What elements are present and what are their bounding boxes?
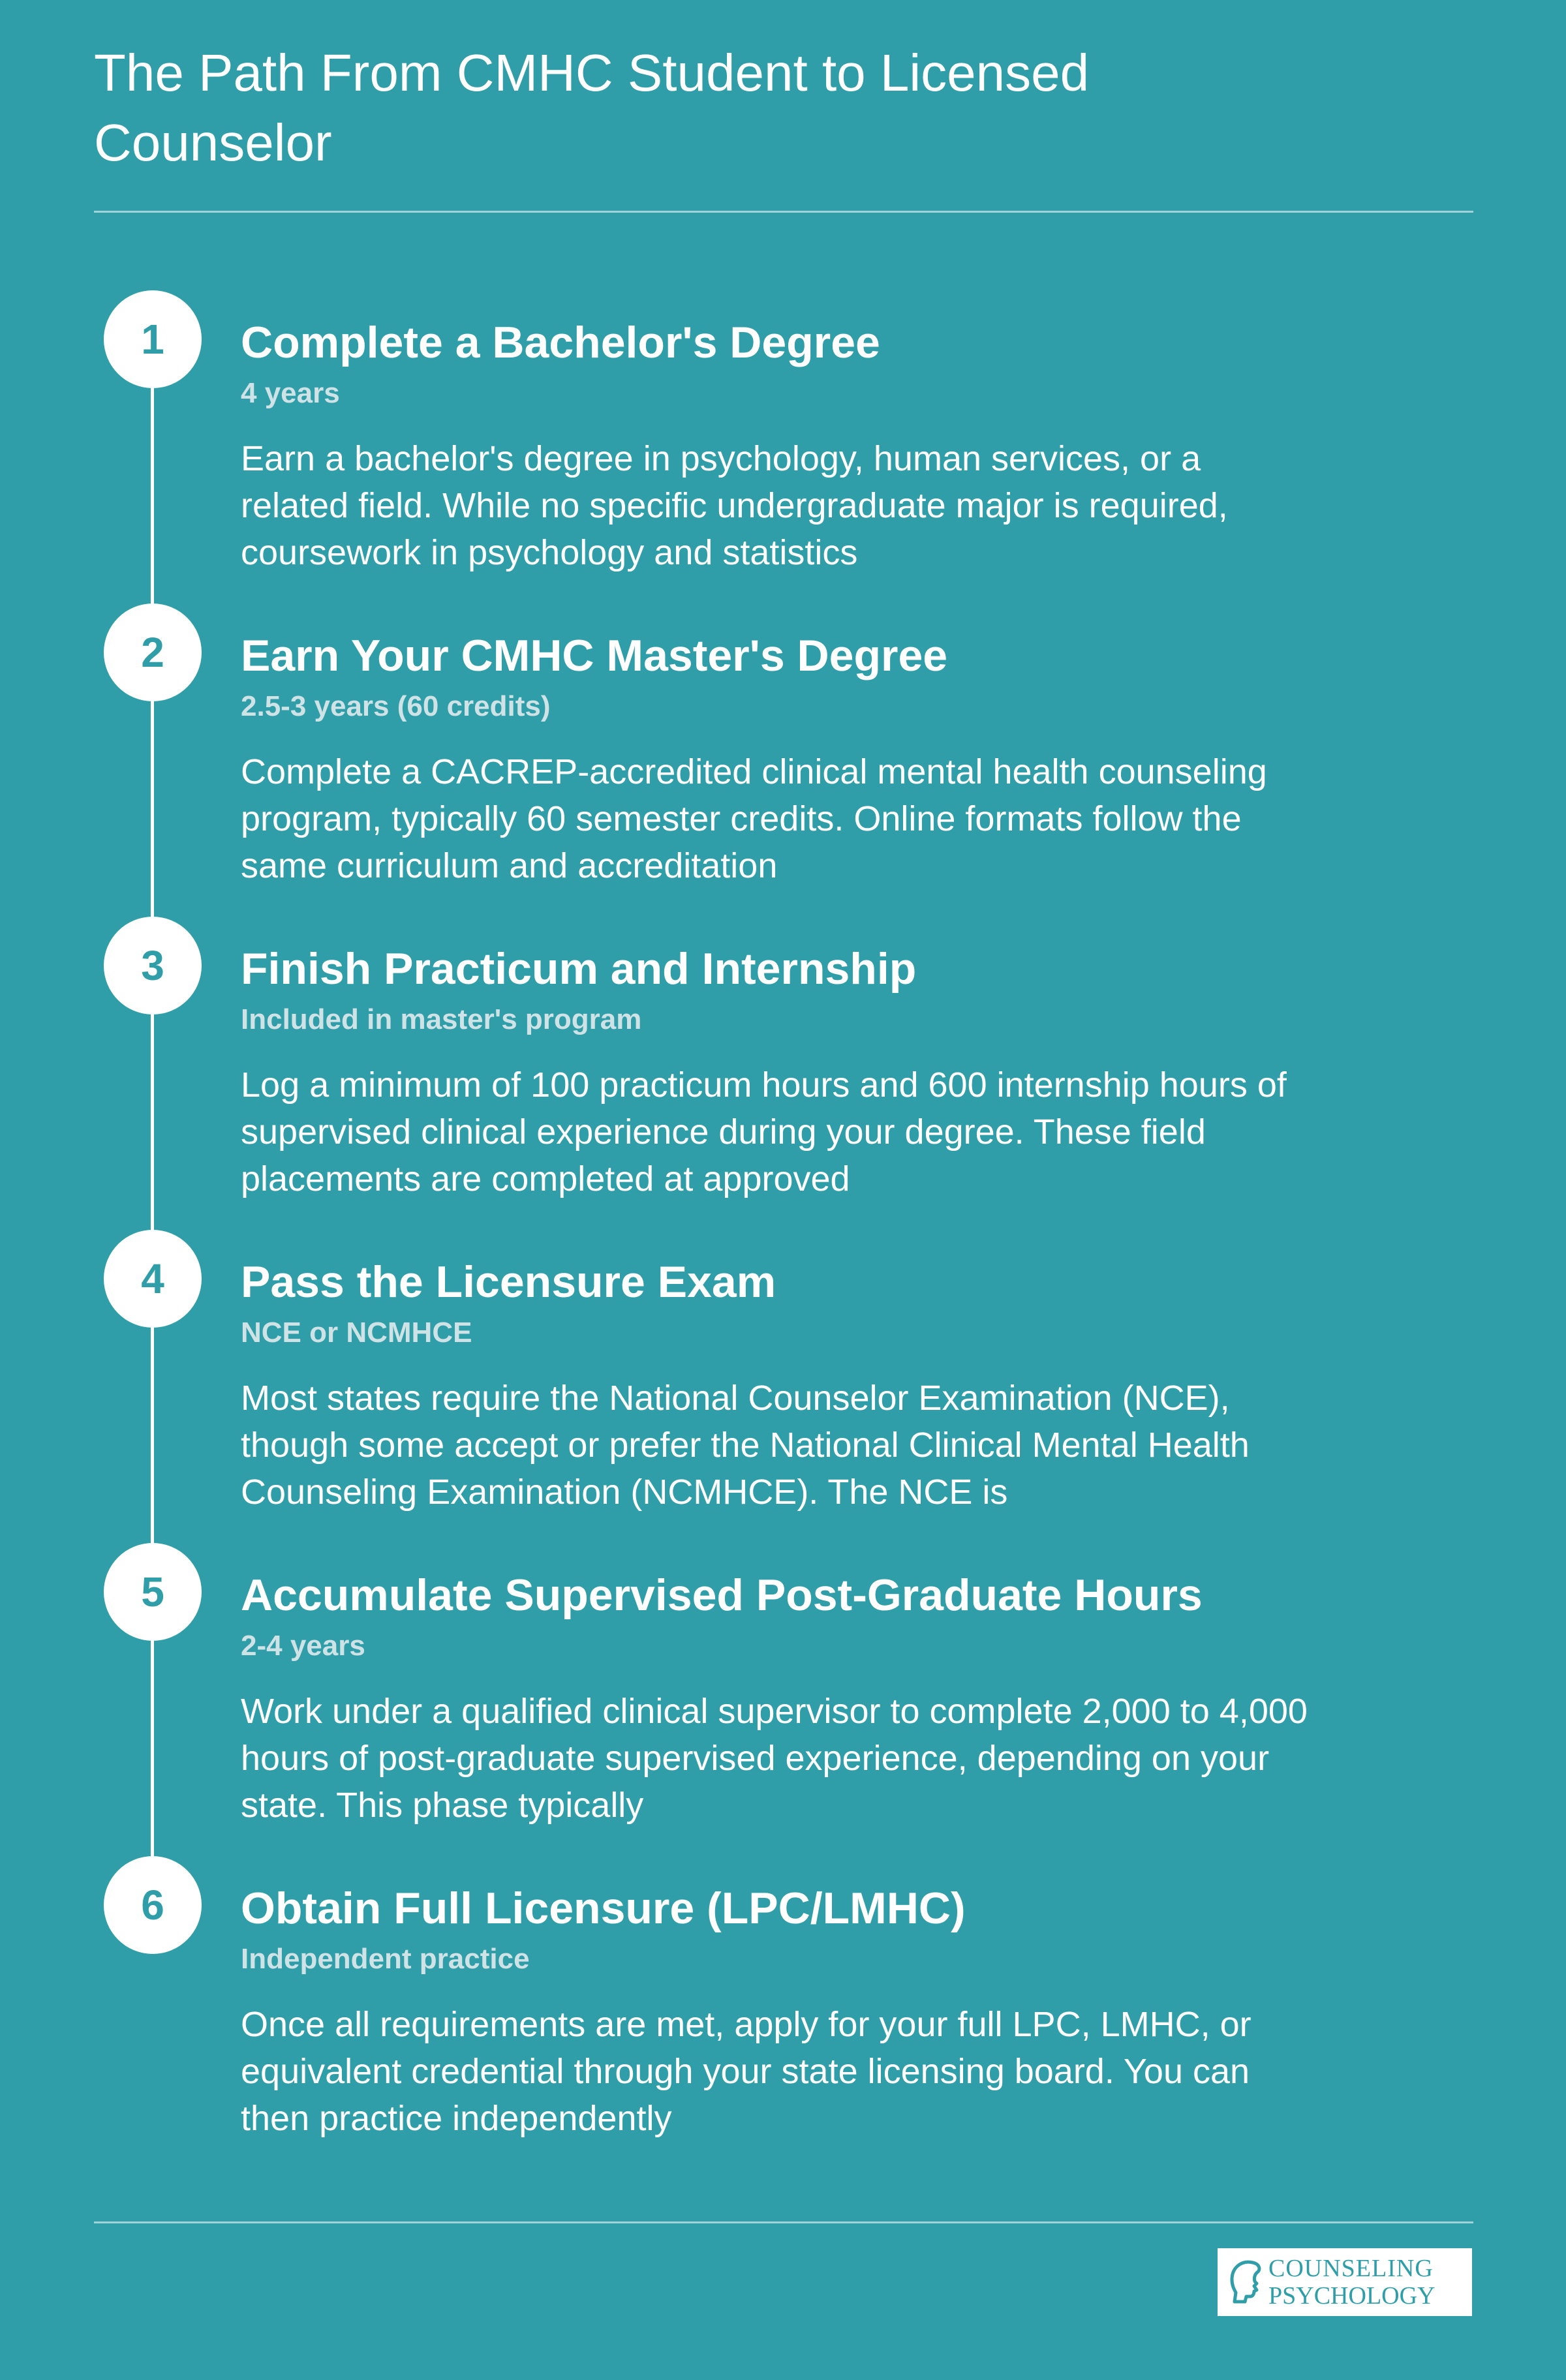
step-number-circle: 1 [104, 290, 202, 388]
page-title: The Path From CMHC Student to Licensed Counselor [94, 44, 1090, 172]
step-title: Pass the Licensure Exam [241, 1257, 776, 1307]
step-title: Obtain Full Licensure (LPC/LMHC) [241, 1884, 966, 1933]
step-title: Accumulate Supervised Post-Graduate Hours [241, 1570, 1203, 1620]
step-number-circle: 5 [104, 1543, 202, 1641]
step-duration: 4 years [241, 377, 340, 409]
step-description: Most states require the National Counselor Examination (NCE), though some accept or prefer the National Clinical Mental Health Counseling Examination (NCMHCE). The NCE is [241, 1379, 1250, 1512]
counseling-psychology-logo [1218, 2248, 1472, 2316]
step-number-circle: 6 [104, 1856, 202, 1954]
logo-text-line2: PSYCHOLOGY [1268, 2282, 1436, 2310]
step-title: Earn Your CMHC Master's Degree [241, 631, 948, 680]
timeline-line [151, 339, 154, 1905]
step-duration: Included in master's program [241, 1003, 642, 1035]
step-description: Work under a qualified clinical supervisor to complete 2,000 to 4,000 hours of post-graduate supervised experience, depending on your state. This phase typically [241, 1692, 1308, 1825]
step-duration: 2.5-3 years (60 credits) [241, 690, 551, 722]
head-profile-icon [1227, 2257, 1265, 2307]
step-number-circle: 3 [104, 917, 202, 1015]
step-description: Log a minimum of 100 practicum hours and 600 internship hours of supervised clinical experience during your degree. These field placements are completed at approved [241, 1065, 1287, 1198]
footer-divider [94, 2221, 1473, 2223]
step-description: Once all requirements are met, apply for your full LPC, LMHC, or equivalent credential through your state licensing board. You can then practice independently [241, 2005, 1251, 2138]
step-title: Complete a Bachelor's Degree [241, 318, 880, 367]
step-number-circle: 2 [104, 603, 202, 701]
step-description: Earn a bachelor's degree in psychology, human services, or a related field. While no specific undergraduate major is required, coursework in psychology and statistics [241, 439, 1228, 572]
step-description: Complete a CACREP-accredited clinical mental health counseling program, typically 60 semester credits. Online formats follow the same curriculum and accreditation [241, 752, 1267, 885]
step-duration: Independent practice [241, 1943, 530, 1975]
header-divider [94, 211, 1473, 213]
step-number-circle: 4 [104, 1230, 202, 1328]
step-duration: 2-4 years [241, 1630, 365, 1662]
logo-text-line1: COUNSELING [1268, 2255, 1434, 2282]
step-title: Finish Practicum and Internship [241, 944, 917, 994]
step-duration: NCE or NCMHCE [241, 1317, 472, 1349]
